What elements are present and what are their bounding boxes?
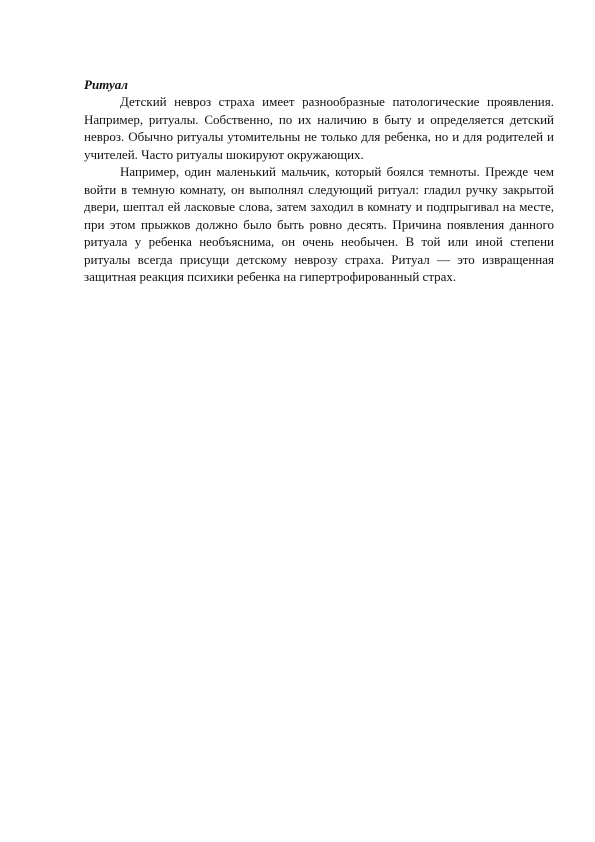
paragraph-1: Детский невроз страха имеет разнообразные патологические проявления. Например, ритуалы. Собственно, по их наличию в быту и определяется детский невроз. Обычно ритуалы утомительны не только для ребенка, но и для родителей и учителей. Часто ритуалы шокируют окружающих.	[84, 94, 554, 162]
section-heading: Ритуал	[84, 77, 128, 92]
document-body	[84, 76, 554, 286]
paragraph-2: Например, один маленький мальчик, который боялся темноты. Прежде чем войти в темную комнату, он выполнял следующий ритуал: гладил ручку закрытой двери, шептал ей ласковые слова, затем заходил в комнату и подпрыгивал на месте, при этом прыжков должно было быть ровно десять. Причина появления данного ритуала у ребенка необъяснима, он очень необычен. В той или иной степени ритуалы всегда присущи детскому неврозу страха. Ритуал — это извращенная защитная реакция психики ребенка на гипертрофированный страх.	[84, 164, 554, 284]
